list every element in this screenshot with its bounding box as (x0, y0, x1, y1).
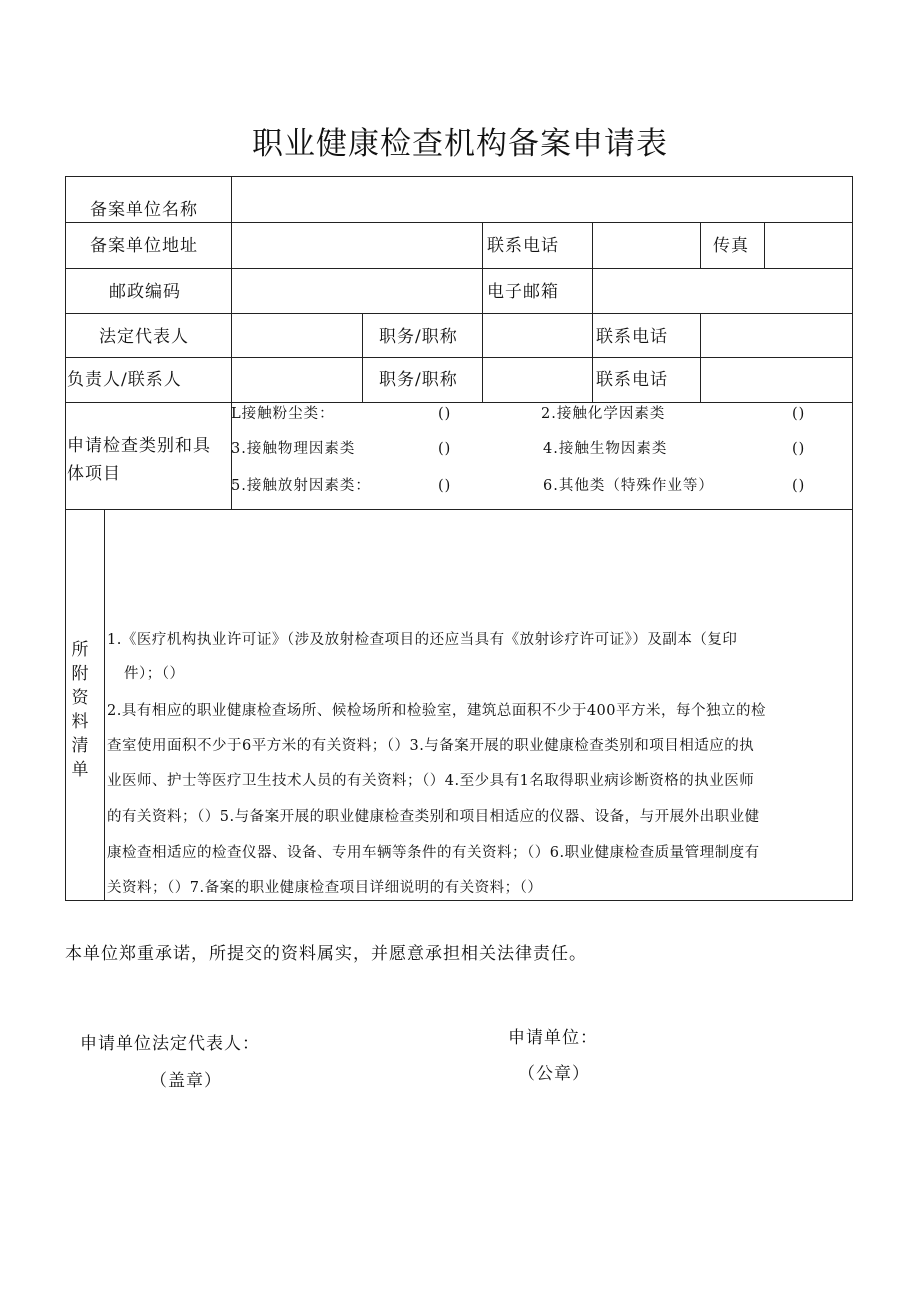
row-divider (65, 313, 853, 314)
contact-phone-label-2: 联系电话 (596, 327, 668, 347)
categories-label-cont: 体项目 (67, 464, 121, 484)
postcode-label: 邮政编码 (109, 282, 181, 302)
category-checkbox[interactable]: () (792, 406, 806, 422)
column-divider (104, 509, 105, 900)
category-checkbox[interactable]: () (438, 406, 452, 422)
row-divider (65, 357, 853, 358)
person-in-charge-label: 负责人/联系人 (67, 370, 182, 390)
categories-label: 申请检查类别和具 (67, 436, 211, 456)
category-item: 5.接触放射因素类： (231, 478, 371, 494)
position-title-label-2: 职务/职称 (379, 370, 458, 390)
column-divider (482, 222, 483, 313)
page-title: 职业健康检查机构备案申请表 (252, 126, 668, 162)
category-item: 4.接触生物因素类 (543, 441, 668, 457)
column-divider (592, 222, 593, 313)
column-divider (482, 313, 483, 402)
unit-address-label: 备案单位地址 (90, 236, 198, 256)
category-checkbox[interactable]: () (792, 441, 806, 457)
column-divider (764, 222, 765, 268)
unit-name-label: 备案单位名称 (90, 200, 198, 220)
unit-signature-label: 申请单位： (508, 1028, 598, 1048)
attachment-line: 的有关资料；（）5.与备案开展的职业健康检查类别和项目相适应的仪器、设备，与开展外出职业健 (107, 809, 760, 825)
category-item: 6.其他类（特殊作业等） (543, 478, 714, 494)
contact-phone-label-3: 联系电话 (596, 370, 668, 390)
category-checkbox[interactable]: () (438, 441, 452, 457)
attachments-label: 所 附 资 料 清 单 (71, 640, 89, 780)
category-checkbox[interactable]: () (792, 478, 806, 494)
unit-seal-label: （公章） (518, 1064, 590, 1084)
attachment-line: 查室使用面积不少于6平方米的有关资料；（）3.与备案开展的职业健康检查类别和项目相适应的执 (107, 738, 755, 754)
attachment-line: 2.具有相应的职业健康检查场所、候检场所和检验室，建筑总面积不少于400平方米，每个独立的检 (107, 703, 767, 719)
table-border-left (65, 176, 66, 901)
row-divider (65, 509, 853, 510)
row-divider (65, 268, 853, 269)
row-divider (65, 402, 853, 403)
contact-phone-label: 联系电话 (487, 236, 559, 256)
column-divider (700, 222, 701, 268)
table-border-bottom (65, 900, 853, 901)
attachment-line: 1.《医疗机构执业许可证》（涉及放射检查项目的还应当具有《放射诊疗许可证》）及副本（复印 (107, 632, 738, 648)
legal-rep-signature-label: 申请单位法定代表人： (80, 1034, 260, 1054)
attachment-line: 关资料；（）7.备案的职业健康检查项目详细说明的有关资料；（） (107, 880, 543, 896)
table-border-right (852, 176, 853, 901)
column-divider (362, 313, 363, 402)
category-item: 3.接触物理因素类 (231, 441, 356, 457)
legal-rep-label: 法定代表人 (99, 327, 189, 347)
fax-label: 传真 (713, 236, 749, 256)
column-divider (592, 313, 593, 402)
email-label: 电子邮箱 (487, 282, 559, 302)
column-divider (700, 313, 701, 402)
position-title-label: 职务/职称 (379, 327, 458, 347)
row-divider (65, 222, 853, 223)
commitment-statement: 本单位郑重承诺，所提交的资料属实，并愿意承担相关法律责任。 (65, 944, 587, 964)
attachment-line: 康检查相适应的检查仪器、设备、专用车辆等条件的有关资料；（）6.职业健康检查质量管理制度有 (107, 845, 760, 861)
table-border-top (65, 176, 853, 177)
category-item: L接触粉尘类： (231, 406, 335, 422)
attachment-line: 业医师、护士等医疗卫生技术人员的有关资料；（）4.至少具有1名取得职业病诊断资格的执业医师 (107, 773, 755, 789)
category-item: 2.接触化学因素类 (541, 406, 666, 422)
category-checkbox[interactable]: () (438, 478, 452, 494)
legal-rep-seal-label: （盖章） (150, 1071, 222, 1091)
attachment-line: 件）；（） (124, 666, 185, 682)
